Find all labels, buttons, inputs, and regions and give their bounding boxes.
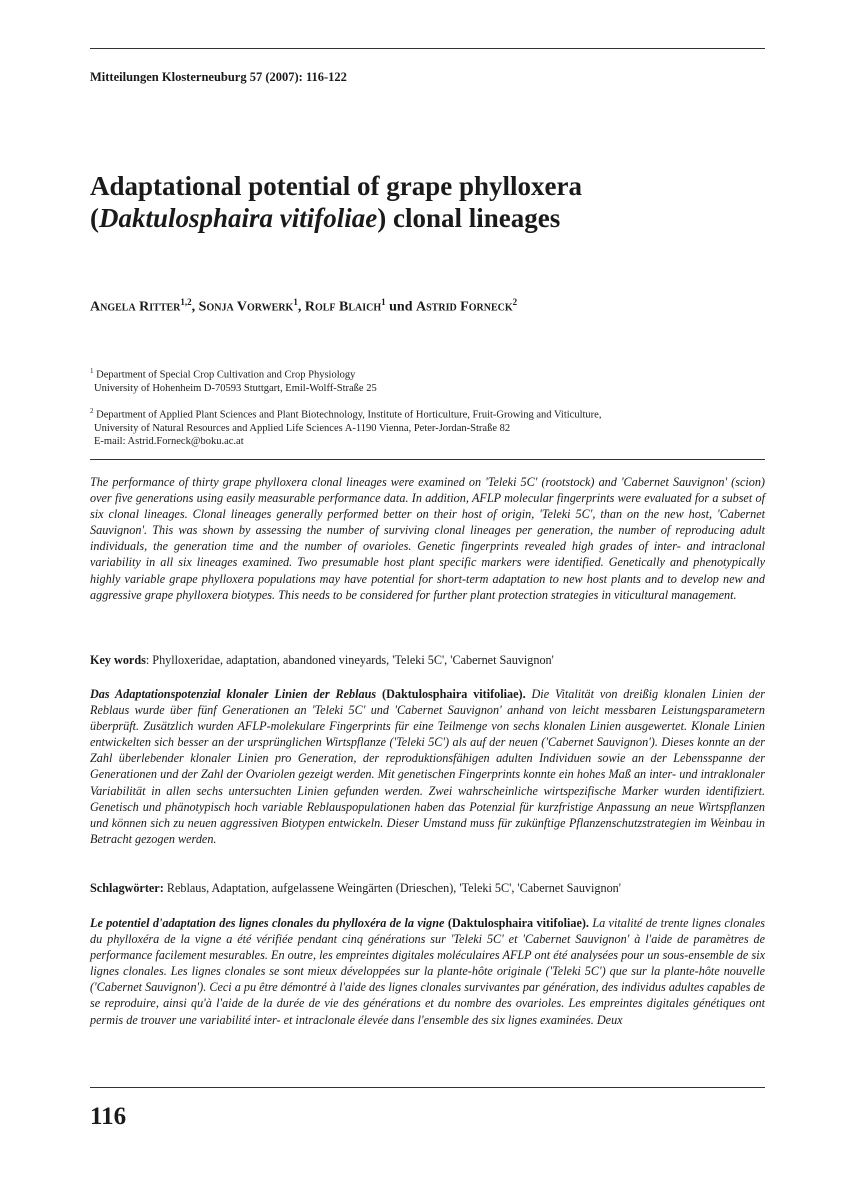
affiliation-2: $^2$ Department of Applied Plant Sciences and Plant Biotechnology, Institute of Horticulture, Fruit-Growing and Viticulture, University of Natural Resources and Applied Life Sciences A-1190 Vienna, Peter-Jordan-Straße 82 E-mail: Astrid.Forneck@boku.ac.at	[90, 405, 760, 448]
contact-email: E-mail: Astrid.Forneck@boku.ac.at	[94, 435, 244, 447]
abstract-german: Das Adaptationspotenzial klonaler Linien der Reblaus (Daktulosphaira vitifoliae). Die Vitalität von dreißig klonalen Linien der Reblaus wurde über fünf Generationen an 'Teleki 5C' und 'Cabernet Sauvignon' anhand von leicht messbaren Leistungsparametern überprüft. Zusätzlich wurden AFLP-molekulare Fingerprints für eine Teilmenge von sechs klonalen Linien ausgewertet. Klonale Linien entwickelten sich besser an der ursprünglichen Wirtspflanze ('Teleki 5C') als auf der neuen ('Cabernet Sauvignon'). Dieses konnte an der Zahl überlebender klonaler Linien pro Generation, der reproduktionsfähigen adulten Individuen sowie an der Lebensspanne der Generationen und der Zahl der Ovariolen gezeigt werden. Mit genetischen Fingerprints konnte ein hohes Maß an inter- und intraklonaler Variabilität in allen sechs untersuchten Linien gefunden werden. Zwei wahrscheinliche wirtspezifische Marker wurden identifiziert. Genetisch und phänotypisch hoch variable Reblauspopulationen haben das Potenzial für kurzfristige Anpassung an neue Wirtspflanzen und können sich zu neuen aggressiven Biotypen entwickeln. Dieser Umstand muss für zukünftige Pflanzenschutzstrategien im Weinbau in Betracht gezogen werden.	[90, 687, 765, 846]
page-number: 116	[90, 1103, 127, 1130]
abstract-rule	[90, 459, 765, 460]
species-name: Daktulosphaira vitifoliae	[99, 203, 378, 233]
journal-citation: Mitteilungen Klosterneuburg 57 (2007): 116-122	[90, 70, 347, 84]
author-1: Angela Ritter	[90, 299, 181, 315]
author-list: Angela Ritter$^{1,2}$, Sonja Vorwerk$^1$, Rolf Blaich$^1$ und Astrid Forneck$^2$	[90, 297, 518, 315]
keywords-english: Key words: Phylloxeridae, adaptation, abandoned vineyards, 'Teleki 5C', 'Cabernet Sauvignon'	[90, 653, 554, 667]
keywords-german: Schlagwörter: Reblaus, Adaptation, aufgelassene Weingärten (Drieschen), 'Teleki 5C', 'Cabernet Sauvignon'	[90, 881, 621, 895]
article-title: Adaptational potential of grape phylloxera (Daktulosphaira vitifoliae) clonal lineages	[90, 171, 583, 233]
top-rule	[90, 48, 765, 49]
abstract-french: Le potentiel d'adaptation des lignes clonales du phylloxéra de la vigne (Daktulosphaira vitifoliae). La vitalité de trente lignes clonales du phylloxéra de la vigne a été vérifiée pendant cinq générations sur 'Teleki 5C' et 'Cabernet Sauvignon' à l'aide de paramètres de performance facilement mesurables. En outre, les empreintes digitales moléculaires AFLP ont été analysées pour un sous-ensemble de six lignes clonales. Les lignes clonales se sont mieux développées sur la plante-hôte originale ('Teleki 5C') que sur la plante-hôte nouvelle ('Cabernet Sauvignon'). Ceci a pu être démontré à l'aide des lignes clonales survivantes par génération, des individus adultes capables de se reproduire, ainsi qu'à l'aide de la durée de vie des générations et du nombre des ovarioles. Les empreintes digitales génétiques ont permis de trouver une variabilité inter- et intraclonale élevée dans l'ensemble des six lignes examinées. Deux	[90, 916, 766, 1027]
author-2: Sonja Vorwerk	[198, 299, 294, 315]
affiliation-1: $^1$ Department of Special Crop Cultivation and Crop Physiology University of Hohenheim D-70593 Stuttgart, Emil-Wolff-Straße 25	[90, 367, 377, 394]
abstract-english: The performance of thirty grape phylloxera clonal lineages were examined on 'Teleki 5C' (rootstock) and 'Cabernet Sauvignon' (scion) over five generations using easily measurable performance data. In addition, AFLP molecular fingerprints were evaluated for a subset of six clonal lineages. Clonal lineages generally performed better on their host of origin, 'Teleki 5C', than on the new host, 'Cabernet Sauvignon'. This was shown by assessing the number of surviving clonal lineages per generation, the number of reproducing adult individuals, the generation time and the number of ovarioles. Genetic fingerprints revealed high grades of inter- and intraclonal variability in all six lineages examined. Two presumable host plant specific markers were identified. Genetically and phenotypically highly variable grape phylloxera populations may have potential for short-term adaptation to new host plants and to develop new and aggressive grape phylloxera biotypes. This needs to be considered for further plant protection strategies in viticultural management.	[90, 475, 765, 602]
footer-rule	[90, 1087, 765, 1088]
author-3: Rolf Blaich	[304, 299, 382, 315]
author-4: Astrid Forneck	[416, 299, 513, 315]
